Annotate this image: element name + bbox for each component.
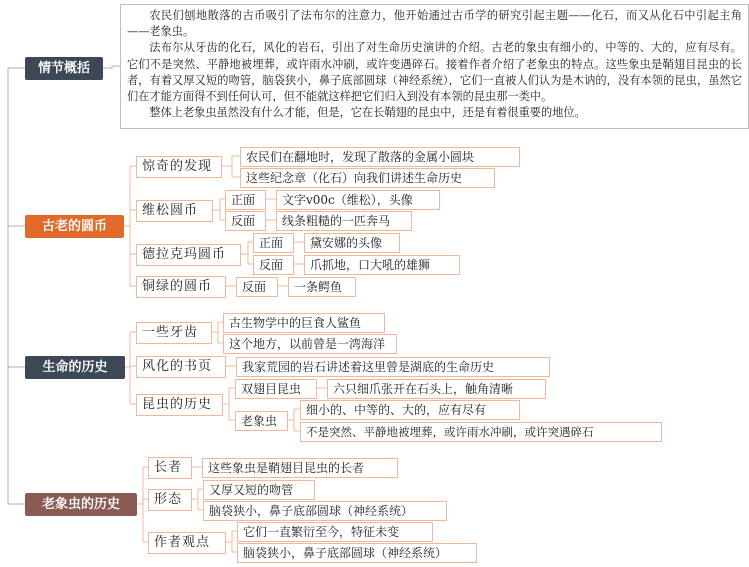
author-view-node: 作者观点: [148, 532, 226, 554]
section-ancient-coins: 古老的圆币: [25, 215, 124, 238]
vesalius-front-label: 正面: [225, 190, 266, 210]
vesalius-back-label: 反面: [225, 211, 266, 231]
copper-coin-node: 铜绿的圆币: [136, 276, 226, 298]
drachma-front-text: 黛安娜的头像: [304, 233, 400, 253]
drachma-back-label: 反面: [253, 255, 294, 275]
teeth-item-2: 这个地方，以前曾是一湾海洋: [223, 334, 397, 354]
diptera-text: 六只细爪张开在石头上，触角清晰: [327, 379, 546, 399]
copper-back-text: 一条鳄鱼: [288, 277, 356, 297]
vesalius-back-text: 线条粗糙的一匹奔马: [276, 211, 412, 231]
insect-history-node: 昆虫的历史: [136, 394, 223, 416]
drachma-front-label: 正面: [253, 233, 294, 253]
copper-back-label: 反面: [236, 277, 278, 297]
author-view-item-2: 脑袋狭小，鼻子底部圆球（神经系统）: [237, 543, 477, 563]
diptera-node: 双翅目昆虫: [235, 379, 317, 399]
plot-summary-box: [120, 4, 749, 129]
summary-paragraph-3: 整体上老象虫虽然没有什么才能，但是，它在长鞘翅的昆虫中，还是有着很重要的地位。: [149, 106, 586, 120]
weevil-item-2: 不是突然、平静地被埋葬，或许雨水冲刷，或许突遇碎石: [300, 422, 662, 442]
vesalius-coin-node: 维松圆币: [136, 200, 213, 222]
discovery-node: 惊奇的发现: [136, 156, 222, 178]
summary-paragraph-1: 农民们刨地散落的古币吸引了法布尔的注意力，他开始通过古币学的研究引起主题——化石，而又从化石中引起主角——老象虫。: [127, 9, 742, 39]
weevil-node: 老象虫: [235, 411, 288, 431]
form-node: 形态: [148, 489, 192, 511]
elder-text: 这些象虫是鞘翅目昆虫的长者: [202, 458, 398, 478]
summary-paragraph-2: 法布尔从牙齿的化石，风化的岩石，引出了对生命历史演讲的介绍。古老的象虫有细小的、中等的、大的，应有尽有。它们不是突然、平静地被埋葬，或许雨水冲刷，或许变遇碎石。接着作者介绍了老象虫的特点。这些象虫是鞘翅目昆虫的长者，有着又厚又短的吻管，脑袋狭小，鼻子底部圆球（神经系统），它们一直被人们认为是木讷的，没有本领的昆虫，虽然它们在才能方面得不到任何认可，但不能就这样把它们归入到没有本领的昆虫那一类中。: [127, 41, 742, 104]
form-item-2: 脑袋狭小，鼻子底部圆球（神经系统）: [203, 501, 447, 521]
drachma-coin-node: 德拉克玛圆币: [136, 244, 241, 266]
teeth-node: 一些牙齿: [136, 322, 212, 344]
weathered-rock-text: 我家荒园的岩石讲述着这里曾是湖底的生命历史: [236, 357, 550, 377]
section-life-history: 生命的历史: [25, 356, 125, 379]
discovery-item-1: 农民们在翻地时，发现了散落的金属小圆块: [240, 147, 520, 167]
weathered-rock-node: 风化的书页: [136, 356, 226, 378]
weevil-item-1: 细小的、中等的、大的，应有尽有: [300, 400, 520, 420]
author-view-item-1: 它们一直繁衍至今，特征未变: [237, 522, 433, 542]
discovery-item-2: 这些纪念章（化石）向我们讲述生命历史: [240, 168, 495, 188]
teeth-item-1: 古生物学中的巨食人鲨鱼: [223, 313, 385, 333]
elder-node: 长者: [148, 457, 192, 479]
section-plot-summary: 情节概括: [25, 57, 103, 80]
drachma-back-text: 爪抓地，口大吼的雄狮: [304, 255, 460, 275]
vesalius-front-text: 文字v00c（维松），头像: [276, 190, 440, 210]
form-item-1: 又厚又短的吻管: [203, 480, 315, 500]
section-weevil-history: 老象虫的历史: [25, 493, 137, 516]
